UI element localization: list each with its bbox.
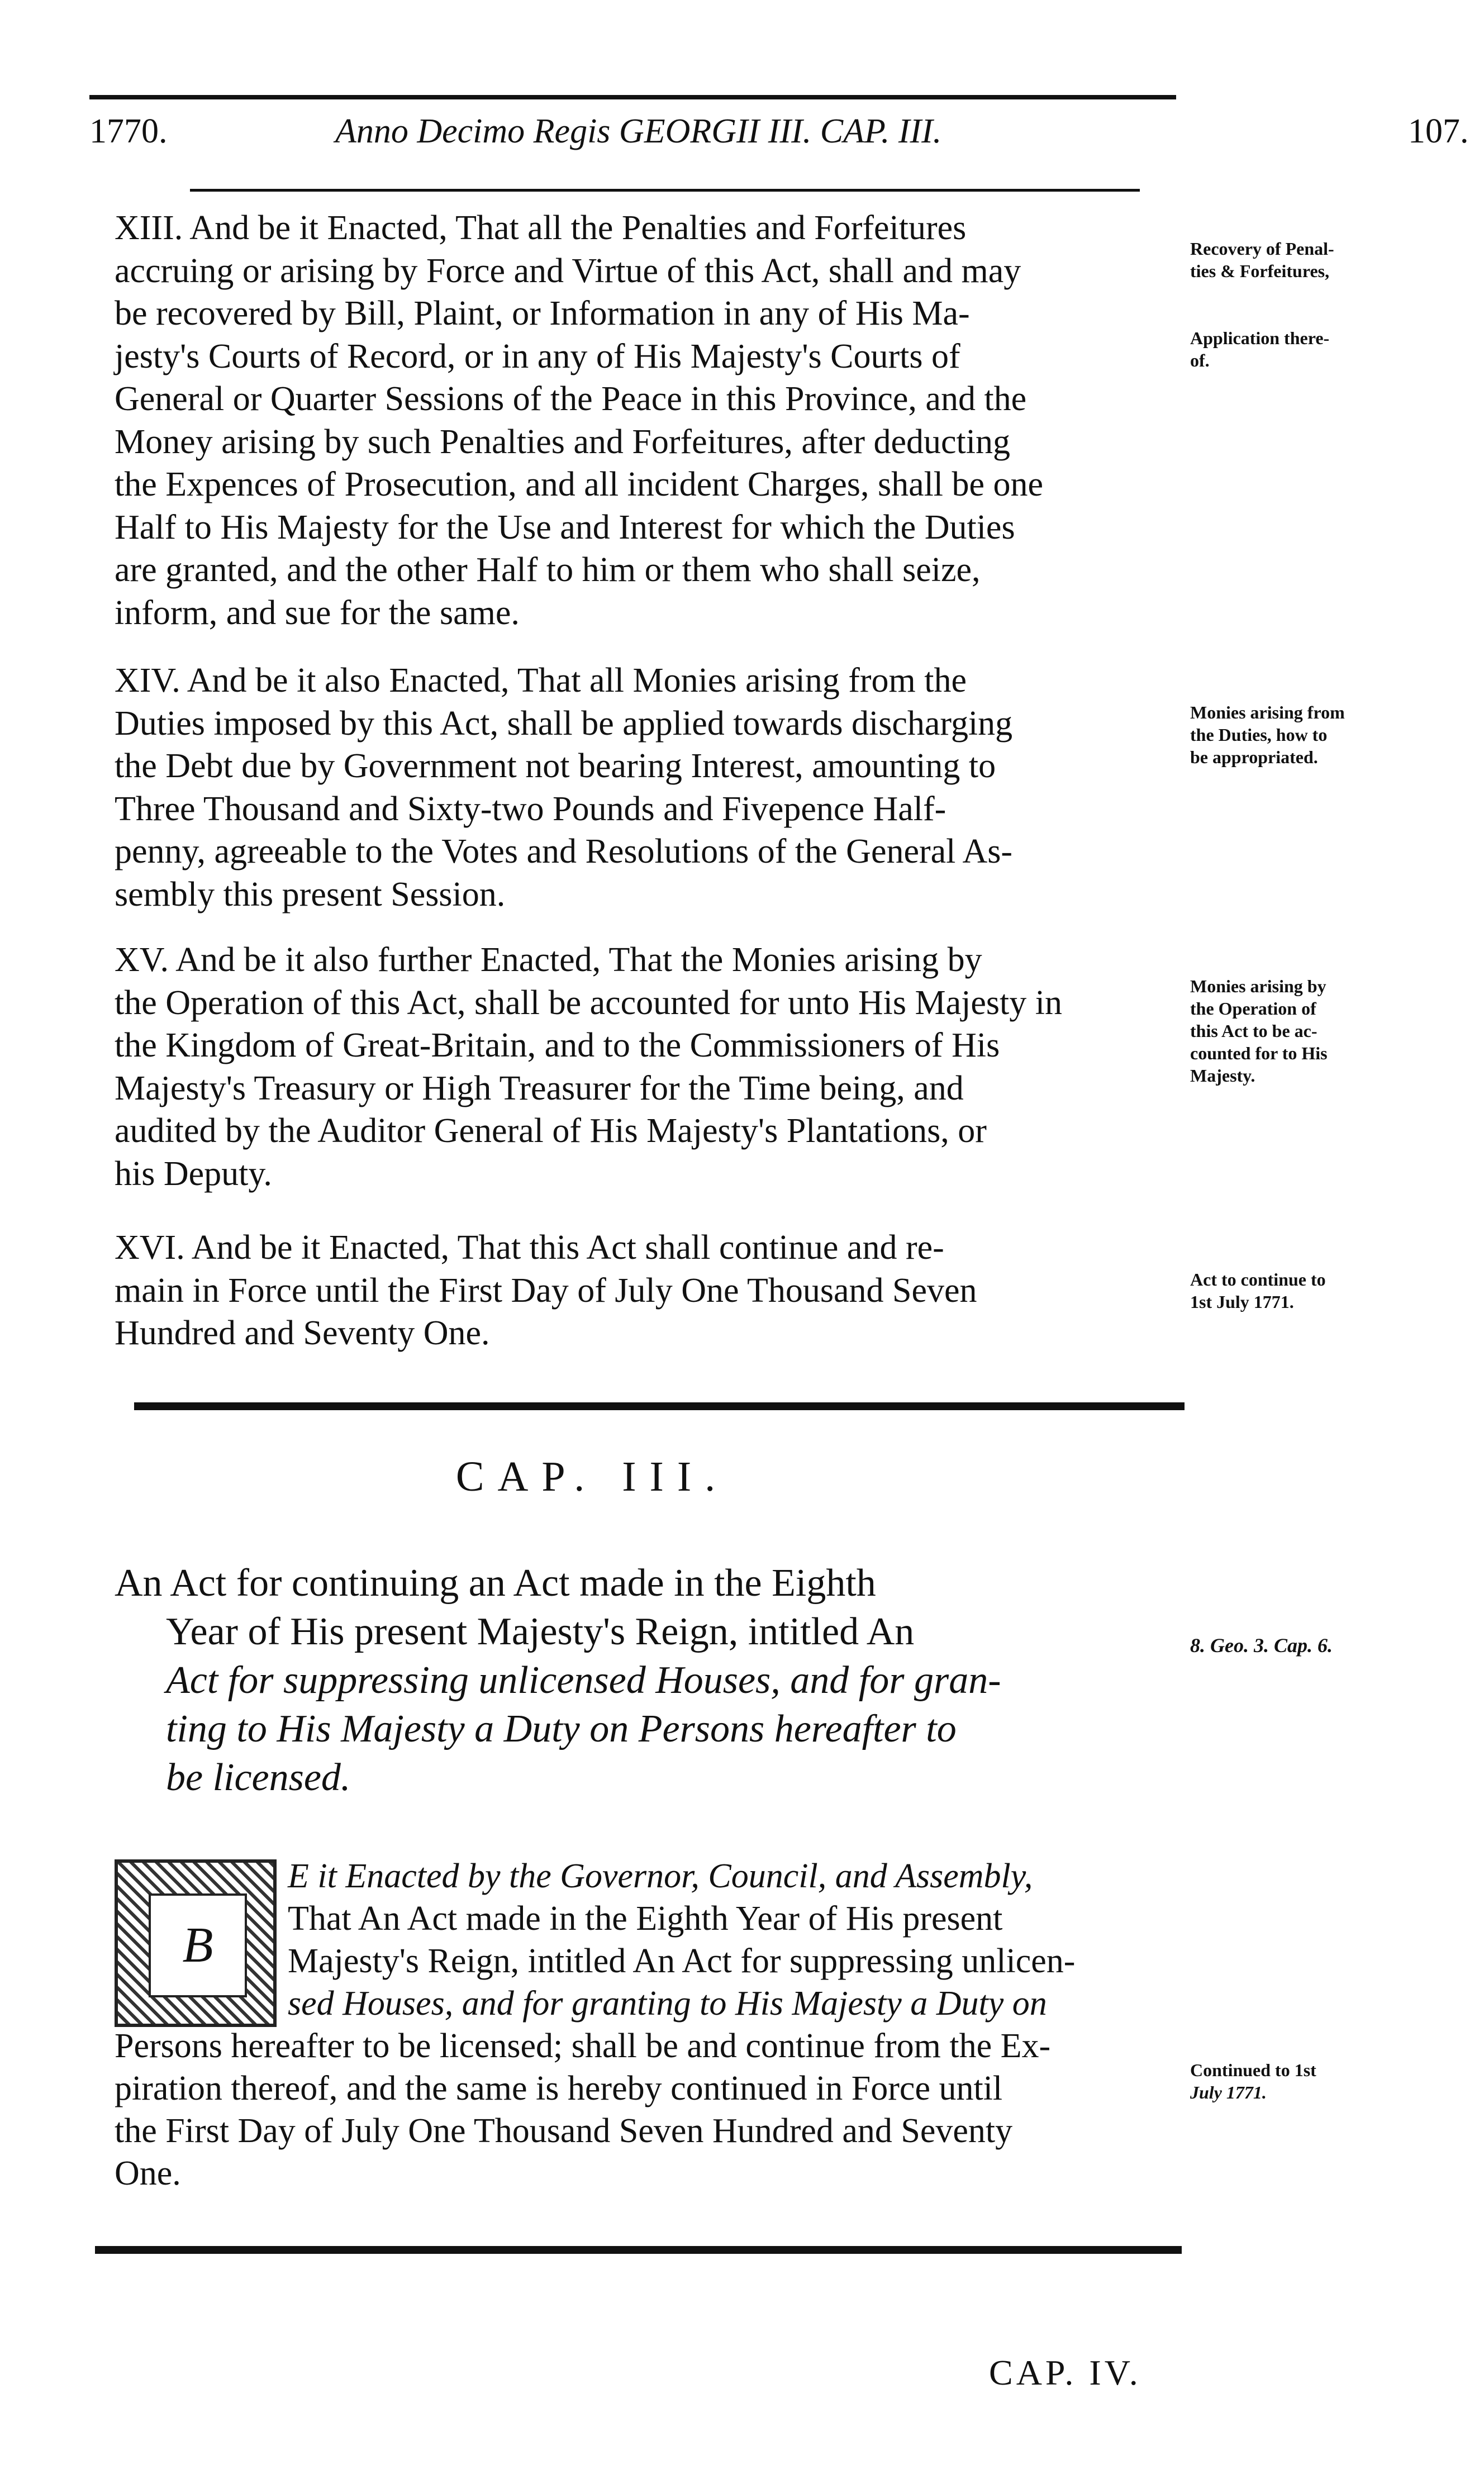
bottom-rule (95, 2246, 1182, 2254)
act-title-line: Act for suppressing unlicensed Houses, and for gran- (166, 1659, 1001, 1702)
text-line: accruing or arising by Force and Virtue of this Act, shall and may (115, 251, 1021, 290)
text-line: his Deputy. (115, 1154, 272, 1193)
text-line: XV. And be it also further Enacted, That the Monies arising by (115, 941, 982, 979)
text-line: Persons hereafter to be licensed; shall be and continue from the Ex- (115, 2027, 1051, 2065)
text-line: XVI. And be it Enacted, That this Act shall continue and re- (115, 1229, 944, 1267)
act-title-line: be licensed. (166, 1756, 351, 1799)
page-number: 107. (1408, 112, 1469, 150)
text-line: inform, and sue for the same. (115, 593, 520, 632)
text-line: Duties imposed by this Act, shall be applied towards discharging (115, 704, 1013, 743)
text-line: the Expences of Prosecution, and all incident Charges, shall be one (115, 465, 1044, 503)
text-line: audited by the Auditor General of His Majesty's Plantations, or (115, 1112, 987, 1150)
text-line: That An Act made in the Eighth Year of His present (288, 1900, 1003, 1938)
margin-note-statute: 8. Geo. 3. Cap. 6. (1190, 1634, 1333, 1657)
next-cap-catchword: CAP. IV. (989, 2353, 1141, 2392)
section-divider-rule (134, 1402, 1185, 1410)
act-title-line: An Act for continuing an Act made in the Eighth (115, 1562, 876, 1605)
dropcap-ornament (115, 1859, 277, 2027)
enacting-clause (115, 1855, 1179, 2195)
section-xiv (115, 659, 1179, 916)
header-year: 1770. (89, 112, 168, 150)
margin-note-xiv: Monies arising from the Duties, how to be appropriated. (1190, 702, 1345, 767)
text-line: jesty's Courts of Record, or in any of His Majesty's Courts of (115, 337, 960, 375)
section-xiii (115, 207, 1179, 634)
text-line: are granted, and the other Half to him or them who shall seize, (115, 551, 981, 589)
margin-note-continued: Continued to 1st July 1771. (1190, 2060, 1316, 2102)
act-title-line: ting to His Majesty a Duty on Persons hereafter to (166, 1707, 957, 1750)
running-header (89, 112, 1475, 156)
margin-note-xiii-b: Application there- of. (1190, 328, 1330, 370)
text-line: penny, agreeable to the Votes and Resolutions of the General As- (115, 832, 1013, 870)
header-bottom-rule (190, 189, 1140, 192)
dropcap-letter: B (149, 1893, 247, 1997)
cap-title: CAP. III. (455, 1453, 729, 1500)
text-line: Majesty's Reign, intitled An Act for suppressing unlicen- (288, 1942, 1076, 1980)
text-line: be recovered by Bill, Plaint, or Information in any of His Ma- (115, 294, 970, 332)
text-line: the Operation of this Act, shall be accounted for unto His Majesty in (115, 983, 1063, 1022)
text-line: Half to His Majesty for the Use and Interest for which the Duties (115, 508, 1015, 546)
text-line: sembly this present Session. (115, 875, 506, 913)
section-xv (115, 939, 1179, 1195)
text-line: XIII. And be it Enacted, That all the Penalties and Forfeitures (115, 209, 967, 247)
margin-note-xvi: Act to continue to 1st July 1771. (1190, 1269, 1326, 1312)
text-line: Three Thousand and Sixty-two Pounds and Fivepence Half- (115, 789, 946, 828)
text-line: Money arising by such Penalties and Forfeitures, after deducting (115, 422, 1010, 461)
act-title (115, 1559, 1179, 1802)
text-line: XIV. And be it also Enacted, That all Monies arising from the (115, 662, 967, 700)
header-title: Anno Decimo Regis GEORGII III. CAP. III. (335, 112, 942, 150)
text-line: main in Force until the First Day of July One Thousand Seven (115, 1271, 977, 1310)
text-line: the Debt due by Government not bearing Interest, amounting to (115, 747, 996, 785)
text-line: the First Day of July One Thousand Seven Hundred and Seventy (115, 2112, 1013, 2150)
act-title-line: Year of His present Majesty's Reign, intitled An (166, 1610, 915, 1653)
margin-note-xv: Monies arising by the Operation of this Act to be ac- counted for to His Majesty. (1190, 976, 1328, 1086)
text-line: General or Quarter Sessions of the Peace in this Province, and the (115, 380, 1027, 418)
header-top-rule (89, 95, 1176, 99)
text-line: sed Houses, and for granting to His Majesty a Duty on (288, 1985, 1047, 2023)
text-line: Majesty's Treasury or High Treasurer for the Time being, and (115, 1069, 964, 1107)
text-line: One. (115, 2154, 181, 2192)
text-line: piration thereof, and the same is hereby continued in Force until (115, 2069, 1003, 2107)
section-xvi (115, 1226, 1179, 1355)
margin-note-xiii-a: Recovery of Penal- ties & Forfeitures, (1190, 239, 1334, 281)
text-line: the Kingdom of Great-Britain, and to the Commissioners of His (115, 1026, 1000, 1064)
text-line: Hundred and Seventy One. (115, 1314, 490, 1352)
text-line: E it Enacted by the Governor, Council, and Assembly, (288, 1857, 1033, 1895)
